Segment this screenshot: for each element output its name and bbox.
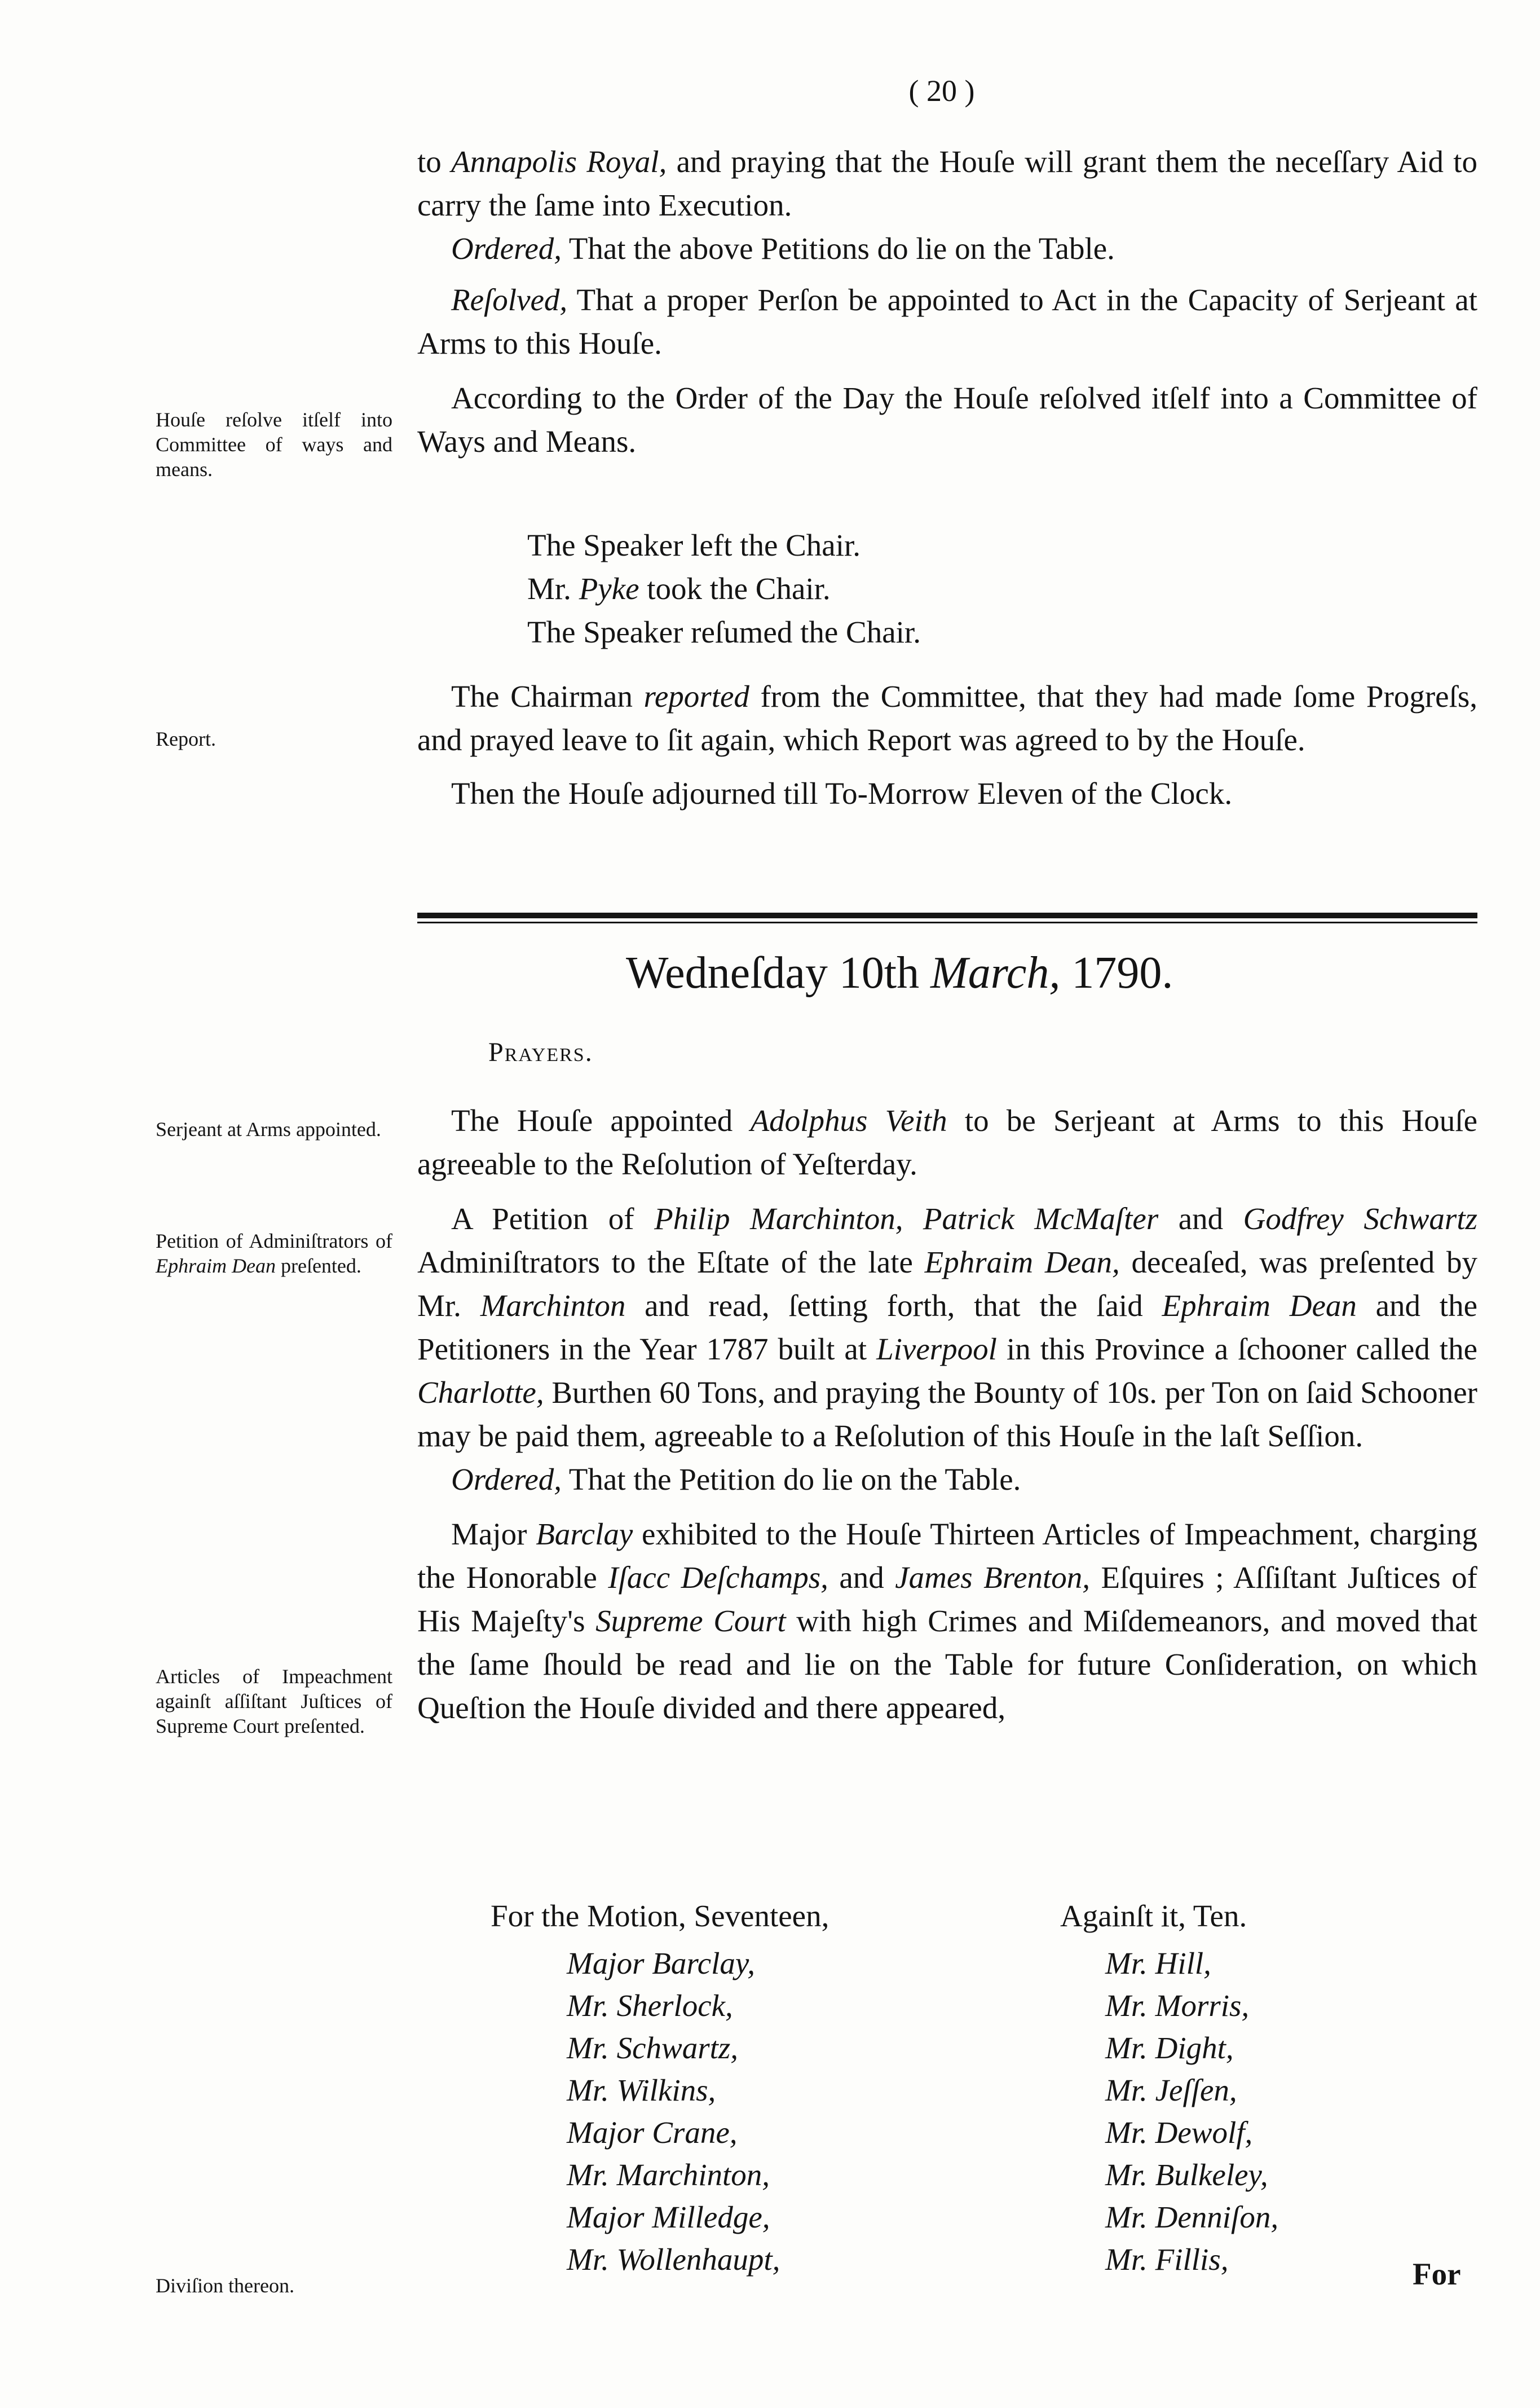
chair-line-pyke: Mr. Pyke took the Chair. — [527, 571, 831, 606]
chair-lines — [527, 523, 921, 654]
section-divider-rule — [417, 913, 1477, 918]
margin-note-serjeant: Serjeant at Arms appointed. — [156, 1118, 381, 1141]
list-item: Major Milledge, — [567, 2200, 770, 2234]
list-item: Mr. Schwartz, — [567, 2031, 739, 2065]
for-names-list — [567, 1942, 780, 2281]
page-number: ( 20 ) — [908, 74, 975, 108]
paragraph-petition-administrators: A Petition of Philip Marchinton, Patrick McMaſter and Godfrey Schwartz Adminiſtrators to the Eſtate of the late Ephraim Dean, deceaſed, was preſented by Mr. Marchinton and read, ſetting forth, that the ſaid Ephraim Dean and the Petitioners in the Year 1787 built at Liverpool in this Province a ſchooner called the Charlotte, Burthen 60 Tons, and praying the Bounty of 10s. per Ton on ſaid Schooner may be paid them, agreeable to a Reſolution of this Houſe in the laſt Seſſion. — [417, 1201, 1478, 1453]
paragraph-chairman-report: The Chairman reported from the Committee, that they had made ſome Progreſs, and prayed leave to ſit again, which Report was agreed to by the Houſe. — [417, 679, 1477, 757]
catchword: For — [1413, 2257, 1461, 2291]
paragraph-annapolis: to Annapolis Royal, and praying that the Houſe will grant them the neceſſary Aid to carry the ſame into Execution. — [417, 144, 1477, 222]
paragraph-committee-ways-means: According to the Order of the Day the Houſe reſolved itſelf into a Committee of Ways and Means. — [417, 381, 1477, 459]
main-text-report — [417, 675, 1477, 815]
date-heading: Wedneſday 10th March, 1790. — [626, 948, 1173, 998]
main-text-top — [417, 140, 1477, 463]
margin-note-division: Diviſion thereon. — [156, 2274, 294, 2297]
list-item: Mr. Morris, — [1105, 1988, 1250, 2023]
margin-note-committee: Houſe reſolve itſelf into Committee of ways and means. — [156, 408, 392, 481]
list-item: Mr. Fillis, — [1105, 2242, 1229, 2277]
main-text-bottom — [417, 1099, 1477, 1729]
list-item: Major Barclay, — [567, 1946, 756, 1980]
paragraph-articles-impeachment: Major Barclay exhibited to the Houſe Thirteen Articles of Impeachment, charging the Honorable Iſacc Deſchamps, and James Brenton, Eſquires ; Aſſiſtant Juſtices of His Majeſty's Supreme Court with high Crimes and Miſdemeanors, and moved that the ſame ſhould be read and lie on the Table for future Conſideration, on which Queſtion the Houſe divided and there appeared, — [417, 1517, 1478, 1725]
list-item: Major Crane, — [567, 2115, 738, 2150]
list-item: Mr. Dewolf, — [1105, 2115, 1253, 2150]
list-item: Mr. Bulkeley, — [1105, 2158, 1268, 2192]
list-item: Mr. Wilkins, — [567, 2073, 716, 2107]
list-item: Mr. Marchinton, — [567, 2158, 770, 2192]
paragraph-resolved-serjeant: Reſolved, That a proper Perſon be appointed to Act in the Capacity of Serjeant at Arms to this Houſe. — [417, 283, 1477, 360]
chair-line-speaker-resumed: The Speaker reſumed the Chair. — [527, 615, 921, 649]
against-motion-label: Againſt it, Ten. — [1060, 1899, 1247, 1933]
paragraph-ordered-petition: Ordered, That the Petition do lie on the Table. — [451, 1462, 1021, 1496]
margin-note-impeachment: Articles of Impeachment againſt aſſiſtant Juſtices of Supreme Court preſented. — [156, 1665, 392, 1737]
list-item: Mr. Sherlock, — [567, 1988, 733, 2023]
paragraph-serjeant-appointed: The Houſe appointed Adolphus Veith to be Serjeant at Arms to this Houſe agreeable to the Reſolution of Yeſterday. — [417, 1103, 1477, 1181]
list-item: Mr. Dight, — [1105, 2031, 1234, 2065]
list-item: Mr. Hill, — [1105, 1946, 1211, 1980]
prayers-label: Prayers. — [488, 1037, 593, 1067]
paragraph-ordered-petitions: Ordered, That the above Petitions do lie on the Table. — [451, 231, 1115, 266]
list-item: Mr. Wollenhaupt, — [567, 2242, 780, 2277]
against-names-list — [1105, 1942, 1278, 2281]
list-item: Mr. Jeſſen, — [1105, 2073, 1237, 2107]
for-motion-label: For the Motion, Seventeen, — [491, 1899, 829, 1933]
paragraph-adjourned: Then the Houſe adjourned till To-Morrow Eleven of the Clock. — [451, 776, 1233, 811]
margin-note-report: Report. — [156, 728, 216, 750]
margin-note-petition: Petition of Adminiſtrators of Ephraim Dean preſented. — [156, 1230, 392, 1277]
chair-line-speaker-left: The Speaker left the Chair. — [527, 528, 861, 562]
list-item: Mr. Denniſon, — [1105, 2200, 1279, 2234]
